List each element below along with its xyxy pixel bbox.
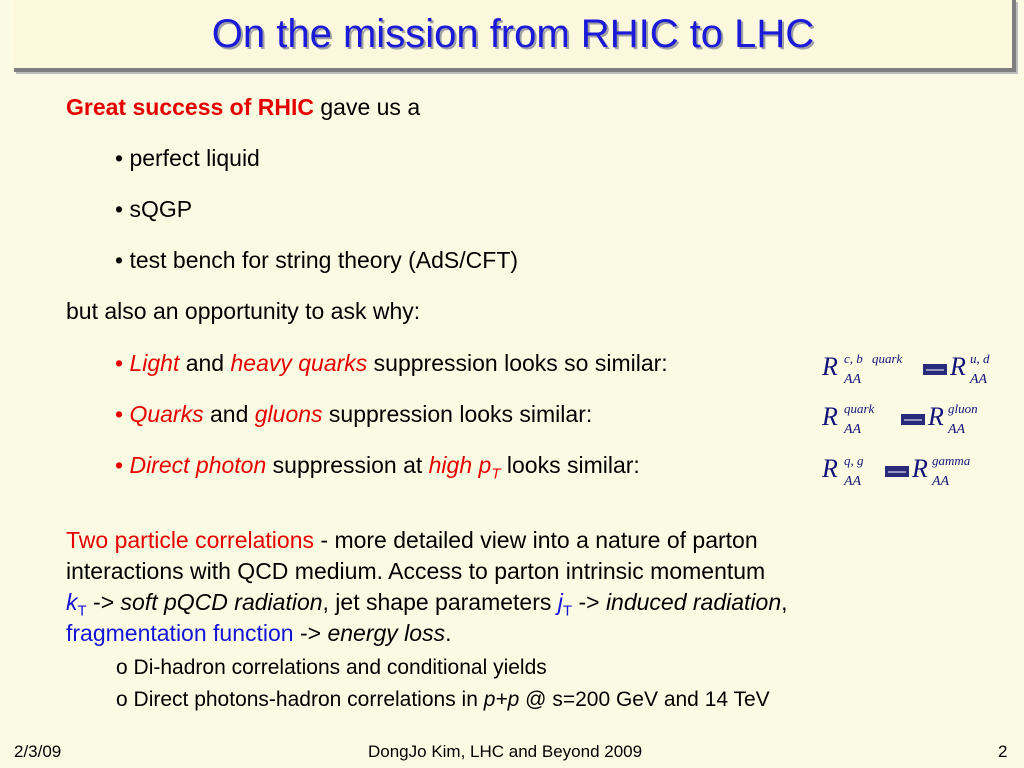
formula-quark-gluon bbox=[822, 400, 1002, 442]
energy-text: @ s=200 GeV and 14 TeV bbox=[519, 688, 770, 711]
bullet-dot: • bbox=[115, 452, 130, 478]
sup-gamma: gamma bbox=[932, 453, 971, 468]
comma: , bbox=[781, 589, 788, 615]
sup-qg: q, g bbox=[844, 453, 864, 468]
formula-light-heavy bbox=[822, 350, 1002, 392]
and-word: and bbox=[203, 401, 255, 427]
footer-center: DongJo Kim, LHC and Beyond 2009 bbox=[368, 742, 643, 761]
r-symbol: R bbox=[822, 454, 838, 483]
sub-bullet-text: Di-hadron correlations and conditional yields bbox=[133, 656, 547, 679]
bullet-dot: • bbox=[115, 350, 130, 376]
soft-pqcd-radiation: soft pQCD radiation bbox=[120, 589, 323, 615]
high-pt-word: high p bbox=[428, 452, 492, 478]
para-line-2: interactions with QCD medium. Access to parton intrinsic momentum bbox=[66, 558, 766, 584]
jt-symbol: j bbox=[557, 589, 563, 615]
bullet-quarks-gluons bbox=[115, 400, 592, 428]
sub-bullet-direct-photons bbox=[116, 686, 770, 714]
intro-line bbox=[66, 93, 420, 121]
bullet-test-bench: • test bench for string theory (AdS/CFT) bbox=[115, 247, 519, 273]
suppression-text: suppression looks so similar: bbox=[367, 350, 668, 376]
sup-gluon: gluon bbox=[948, 401, 978, 416]
two-particle-correlations: Two particle correlations bbox=[66, 527, 314, 553]
quarks-word: Quarks bbox=[129, 401, 204, 427]
bullet-sqgp: • sQGP bbox=[115, 196, 193, 222]
r-symbol: R bbox=[928, 402, 944, 431]
para-line-1 bbox=[66, 526, 758, 554]
sub-aa: AA bbox=[844, 474, 862, 489]
arrow: -> bbox=[86, 589, 121, 615]
sub-aa: AA bbox=[844, 422, 862, 437]
fragmentation-function: fragmentation function bbox=[66, 620, 294, 646]
heavy-quarks-word: heavy quarks bbox=[230, 350, 368, 376]
formula-qg-gamma bbox=[822, 452, 1002, 494]
r-symbol: R bbox=[822, 352, 838, 381]
sub-aa: AA bbox=[948, 422, 966, 437]
kt-subscript: T bbox=[77, 602, 87, 620]
induced-radiation: induced radiation bbox=[605, 589, 782, 615]
sub-aa: AA bbox=[932, 474, 950, 489]
intro-highlight: Great success of RHIC bbox=[66, 94, 314, 120]
looks-similar-text: looks similar: bbox=[500, 452, 640, 478]
circle-bullet-icon: o bbox=[116, 656, 128, 679]
sub-bullet-text: Direct photons-hadron correlations in bbox=[133, 688, 484, 711]
period: . bbox=[445, 620, 452, 646]
sup-ud: u, d bbox=[970, 351, 990, 366]
para-text: - more detailed view into a nature of parton bbox=[314, 527, 758, 553]
arrow: -> bbox=[572, 589, 606, 615]
bullet-light-heavy bbox=[115, 349, 668, 377]
and-word: and bbox=[179, 350, 231, 376]
title-bar bbox=[14, 0, 1016, 72]
pp-text: p+p bbox=[483, 688, 520, 711]
footer-date: 2/3/09 bbox=[14, 742, 62, 761]
gluons-word: gluons bbox=[254, 401, 323, 427]
sup-cb: c, b bbox=[844, 351, 863, 366]
r-symbol: R bbox=[912, 454, 928, 483]
arrow: -> bbox=[293, 620, 328, 646]
circle-bullet-icon: o bbox=[116, 688, 128, 711]
bullet-direct-photon bbox=[115, 451, 640, 489]
jet-shape-text: , jet shape parameters bbox=[322, 589, 558, 615]
approx-icon bbox=[900, 412, 928, 426]
intro-rest: gave us a bbox=[320, 94, 421, 120]
approx-icon bbox=[922, 362, 950, 376]
bullet-dot: • bbox=[115, 401, 130, 427]
jt-subscript: T bbox=[562, 602, 573, 620]
footer-page-number: 2 bbox=[998, 742, 1008, 761]
energy-loss: energy loss bbox=[327, 620, 446, 646]
but-also-line: but also an opportunity to ask why: bbox=[66, 298, 421, 324]
sup-quark: quark bbox=[872, 351, 903, 366]
slide-title: On the mission from RHIC to LHC bbox=[211, 11, 815, 56]
sub-aa: AA bbox=[844, 372, 862, 387]
bullet-perfect-liquid: • perfect liquid bbox=[115, 145, 260, 171]
sup-quark: quark bbox=[844, 401, 875, 416]
suppression-at-text: suppression at bbox=[266, 452, 429, 478]
kt-symbol: k bbox=[66, 589, 78, 615]
pt-subscript: T bbox=[491, 465, 501, 483]
suppression-text: suppression looks similar: bbox=[322, 401, 593, 427]
light-word: Light bbox=[129, 350, 180, 376]
sub-aa: AA bbox=[970, 372, 988, 387]
approx-icon bbox=[884, 464, 912, 478]
sub-bullet-dihadron bbox=[116, 654, 547, 682]
r-symbol: R bbox=[822, 402, 838, 431]
direct-photon-word: Direct photon bbox=[129, 452, 267, 478]
r-symbol: R bbox=[950, 352, 966, 381]
para-line-4 bbox=[66, 619, 451, 647]
